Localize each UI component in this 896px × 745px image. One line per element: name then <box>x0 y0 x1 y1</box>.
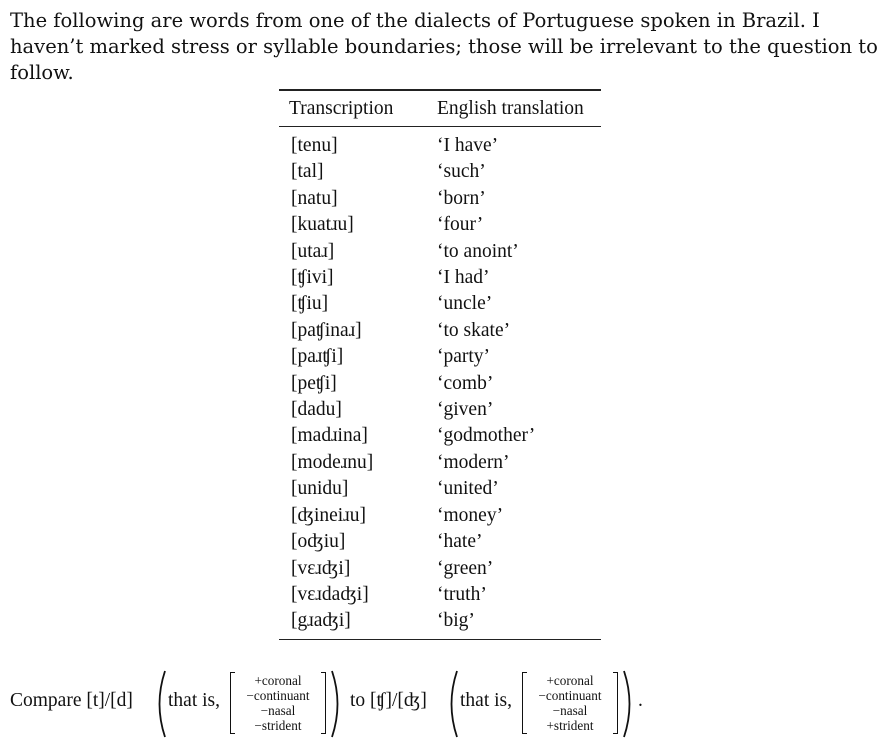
transcription-cell: [tenu] <box>291 135 338 156</box>
table-header-row <box>279 90 601 127</box>
transcription-cell: [utaɹ] <box>291 240 335 262</box>
table-row <box>279 318 601 344</box>
table-row <box>279 186 601 212</box>
feature-2-coronal: +coronal <box>546 673 594 688</box>
feature-1-strident: −strident <box>254 718 302 733</box>
translation-cell: ‘godmother’ <box>437 425 536 447</box>
table-row <box>279 582 601 608</box>
table-row <box>279 423 601 449</box>
translation-cell: ‘uncle’ <box>437 293 493 315</box>
transcription-cell: [oʤiu] <box>291 531 346 553</box>
transcription-cell: [paɹʧi] <box>291 346 344 368</box>
transcription-cell: [vɛɹʤi] <box>291 557 351 579</box>
translation-cell: ‘four’ <box>437 214 484 236</box>
table-row <box>279 608 601 639</box>
transcription-cell: [natu] <box>291 187 338 209</box>
that-is-label-2: that is, <box>460 690 512 711</box>
feature-1-nasal: −nasal <box>260 703 296 718</box>
table-row <box>279 212 601 238</box>
transcription-cell: [paʧinaɹ] <box>291 319 362 341</box>
translation-cell: ‘I had’ <box>437 267 490 289</box>
feature-1-coronal: +coronal <box>254 673 302 688</box>
table-row <box>279 265 601 291</box>
translation-cell: ‘born’ <box>437 187 486 209</box>
header-english-translation: English translation <box>423 90 601 127</box>
feature-1-continuant: −continuant <box>246 688 310 703</box>
table-row <box>279 344 601 370</box>
translation-cell: ‘big’ <box>423 608 601 639</box>
translation-cell: ‘truth’ <box>437 583 487 605</box>
table-row <box>279 291 601 317</box>
that-is-label-1: that is, <box>168 690 220 711</box>
right-paren-2 <box>622 670 636 738</box>
table-row <box>279 239 601 265</box>
transcription-cell: [unidu] <box>291 478 349 500</box>
intro-paragraph: The following are words from one of the dialects of Portuguese spoken in Brazil. I haven’t marked stress or syllable boundaries; those will be irrelevant to the question to follow. <box>10 9 878 84</box>
translation-cell: ‘given’ <box>437 399 494 421</box>
word-table <box>279 89 601 640</box>
translation-cell: ‘modern’ <box>437 451 510 473</box>
table-body <box>279 127 601 640</box>
transcription-cell: [madɹina] <box>291 425 368 447</box>
compare-end-period: . <box>638 690 643 711</box>
transcription-cell: [tal] <box>291 161 324 183</box>
translation-cell: ‘such’ <box>437 161 486 183</box>
left-bracket-1 <box>230 672 235 734</box>
table-row <box>279 159 601 185</box>
translation-cell: ‘comb’ <box>437 372 494 394</box>
table-row <box>279 503 601 529</box>
translation-cell: ‘united’ <box>437 478 499 500</box>
translation-cell: ‘I have’ <box>437 135 499 156</box>
right-bracket-2 <box>613 672 618 734</box>
compare-statement <box>10 668 890 740</box>
feature-2-continuant: −continuant <box>538 688 602 703</box>
table-row <box>279 529 601 555</box>
transcription-cell: [dadu] <box>291 399 342 421</box>
compare-to: to [ʧ]/[ʤ] <box>350 690 427 711</box>
table-row <box>279 397 601 423</box>
table-row <box>279 450 601 476</box>
left-paren-2 <box>445 670 459 738</box>
translation-cell: ‘hate’ <box>437 531 483 553</box>
translation-cell: ‘to anoint’ <box>437 240 519 262</box>
transcription-cell: [kuatɹu] <box>291 214 354 236</box>
transcription-cell: [modeɹnu] <box>291 451 374 473</box>
transcription-cell: [peʧi] <box>291 372 337 394</box>
left-bracket-2 <box>522 672 527 734</box>
header-transcription: Transcription <box>279 90 423 127</box>
transcription-cell: [vɛɹdaʤi] <box>291 583 369 605</box>
left-paren-1 <box>153 670 167 738</box>
right-bracket-1 <box>321 672 326 734</box>
feature-2-nasal: −nasal <box>552 703 588 718</box>
translation-cell: ‘green’ <box>437 557 494 579</box>
transcription-cell: [gɹaʤi] <box>279 608 423 639</box>
feature-2-strident: +strident <box>546 718 594 733</box>
transcription-cell: [ʧivi] <box>291 267 334 289</box>
table-row <box>279 476 601 502</box>
table-row <box>279 556 601 582</box>
feature-matrix-1 <box>230 672 326 734</box>
right-paren-1 <box>330 670 344 738</box>
translation-cell: ‘money’ <box>437 504 504 526</box>
translation-cell: ‘party’ <box>437 346 491 368</box>
translation-cell: ‘to skate’ <box>437 319 511 341</box>
feature-matrix-2 <box>522 672 618 734</box>
table-row <box>279 127 601 160</box>
transcription-cell: [ʤineiɹu] <box>291 504 366 526</box>
compare-lead: Compare [t]/[d] <box>10 690 133 711</box>
transcription-cell: [ʧiu] <box>291 293 329 315</box>
table-row <box>279 371 601 397</box>
